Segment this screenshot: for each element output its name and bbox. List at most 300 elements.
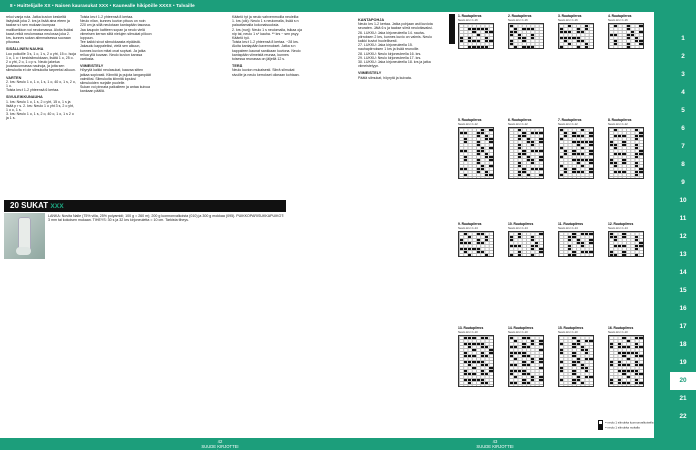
chart-cell-dark <box>472 46 475 48</box>
paragraph: 2. krs: Neulo 1 o, 1 o, 1 s, 1 o, 40 o, 1 s, 2 o, 1 o. <box>6 79 76 89</box>
chart-cell-dark <box>481 337 484 339</box>
knitting-chart <box>558 14 596 49</box>
section-tab[interactable]: 22 <box>679 413 687 420</box>
legend-swatch-dark <box>598 425 603 430</box>
chart-subtitle: Neulo krs:t 1-14 <box>558 226 578 230</box>
legend-label: = neulo 1 silmukka mokalla <box>605 425 640 430</box>
chart-cell-dark <box>510 355 513 357</box>
chart-cell-dark <box>527 337 530 339</box>
chart-cell-dark <box>518 135 521 137</box>
chart-cell-dark <box>464 337 467 339</box>
section-tab[interactable]: 3 <box>681 71 685 78</box>
chart-cell-dark <box>485 138 488 140</box>
chart-cell-dark <box>627 358 630 360</box>
paragraph: Neulo krs 1-2 kertaa. Jatka pohjaan asti kuviota seuraten. Jätä 6 s ja taakse siirrä neulottavaksi. <box>358 22 433 31</box>
chart-cell-dark <box>585 367 588 369</box>
chart-cell-dark <box>510 31 513 33</box>
chart-cell-dark <box>589 153 592 155</box>
chart-cell-dark <box>627 346 630 348</box>
chart-cell-dark <box>522 355 525 357</box>
chart-cell-dark <box>635 135 638 137</box>
chart-cell-dark <box>485 337 488 339</box>
chart-cell-dark <box>581 129 584 131</box>
chart-cell-dark <box>585 358 588 360</box>
chart-cell-dark <box>518 254 521 256</box>
chart-subtitle: Neulo krs:t 1-16 <box>458 18 478 22</box>
chart-cell-dark <box>514 370 517 372</box>
chart-cell-dark <box>468 355 471 357</box>
chart-cell-dark <box>635 37 638 39</box>
section-heading: KANTAPOHJA <box>358 18 385 22</box>
chart-cell-dark <box>622 236 625 238</box>
chart-cell-dark <box>464 138 467 140</box>
chart-cell-dark <box>489 156 492 158</box>
chart-cell-dark <box>472 40 475 42</box>
chart-cell-dark <box>568 248 571 250</box>
chart-title: 6. Ruutupiirros <box>508 118 532 122</box>
chart-cell-dark <box>510 34 513 36</box>
chart-cell-dark <box>560 129 563 131</box>
chart-title: 16. Ruutupiirros <box>608 326 634 330</box>
chart-cell-dark <box>581 153 584 155</box>
chart-cell-dark <box>560 147 563 149</box>
chart-cell-dark <box>639 31 642 33</box>
chart-cell-dark <box>485 31 488 33</box>
chart-cell-dark <box>577 239 580 241</box>
chart-cell-dark <box>539 168 542 170</box>
chart-grid <box>558 127 594 179</box>
chart-cell-dark <box>472 349 475 351</box>
paragraph: 26. LUKKU: Jaka kirjoneuleella 14. nauha-piirroksen 2 krs, kunnes kuvio on valmis. Neulo kaikki kuviot huolellisesti. <box>358 30 432 44</box>
chart-cell-dark <box>577 40 580 42</box>
chart-cell-dark <box>527 156 530 158</box>
chart-cell-dark <box>622 245 625 247</box>
chart-cell-dark <box>522 352 525 354</box>
chart-cell-dark <box>581 141 584 143</box>
chart-cell-dark <box>510 352 513 354</box>
section-tab[interactable]: 19 <box>679 359 687 366</box>
chart-cell-dark <box>531 28 534 30</box>
chart-cell-dark <box>627 25 630 27</box>
chart-cell-dark <box>577 343 580 345</box>
chart-cell-dark <box>627 34 630 36</box>
chart-cell-dark <box>564 153 567 155</box>
chart-cell-dark <box>577 361 580 363</box>
chart-cell-dark <box>481 370 484 372</box>
chart-cell-dark <box>514 376 517 378</box>
chart-cell-dark <box>477 153 480 155</box>
chart-cell-dark <box>610 364 613 366</box>
chart-title: 7. Ruutupiirros <box>558 118 582 122</box>
chart-cell-dark <box>481 382 484 384</box>
chart-cell-dark <box>622 355 625 357</box>
chart-cell-dark <box>527 46 530 48</box>
chart-cell-dark <box>618 382 621 384</box>
chart-cell-dark <box>481 46 484 48</box>
chart-subtitle: Neulo krs:t 1-14 <box>458 226 478 230</box>
knitting-chart <box>558 222 596 257</box>
chart-subtitle: Neulo krs:t 1-16 <box>608 18 628 22</box>
chart-cell-dark <box>464 132 467 134</box>
chart-cell-dark <box>577 135 580 137</box>
chart-cell-dark <box>618 153 621 155</box>
chart-cell-dark <box>535 242 538 244</box>
chart-cell-dark <box>531 144 534 146</box>
chart-cell-dark <box>564 132 567 134</box>
chart-cell-dark <box>510 346 513 348</box>
chart-cell-dark <box>589 242 592 244</box>
chart-cell-dark <box>560 352 563 354</box>
chart-cell-dark <box>614 147 617 149</box>
chart-cell-dark <box>531 162 534 164</box>
chart-cell-dark <box>489 141 492 143</box>
knitting-chart <box>458 326 496 387</box>
chart-cell-dark <box>635 156 638 158</box>
paragraph: Toista krs:t 1-2 yhteensä 6 kertaa. <box>6 88 60 93</box>
chart-cell-dark <box>539 156 542 158</box>
chart-cell-dark <box>481 355 484 357</box>
chart-cell-dark <box>522 361 525 363</box>
chart-cell-dark <box>581 346 584 348</box>
section-tab[interactable]: 1 <box>681 35 685 42</box>
chart-cell-dark <box>572 370 575 372</box>
chart-cell-dark <box>635 379 638 381</box>
text-column-3 <box>232 15 302 77</box>
chart-cell-dark <box>485 153 488 155</box>
chart-cell-dark <box>577 37 580 39</box>
chart-cell-dark <box>572 361 575 363</box>
chart-cell-dark <box>560 174 563 176</box>
chart-cell-dark <box>627 352 630 354</box>
chart-cell-dark <box>481 165 484 167</box>
chart-title: 1. Ruutupiirros <box>458 14 482 18</box>
chart-cell-dark <box>572 150 575 152</box>
section-heading: TERÄ <box>232 64 243 69</box>
chart-cell-dark <box>589 233 592 235</box>
chart-cell-dark <box>610 343 613 345</box>
chart-cell-dark <box>614 165 617 167</box>
section-heading: SISÄLLINEN NAUHA <box>6 47 44 52</box>
section-tab[interactable]: 15 <box>679 287 687 294</box>
chart-cell-dark <box>572 159 575 161</box>
chart-cell-dark <box>477 168 480 170</box>
chart-cell-dark <box>610 346 613 348</box>
chart-cell-dark <box>510 236 513 238</box>
section-heading: SIVULEIKKUNAUHA <box>6 95 43 100</box>
section-tab[interactable]: 13 <box>679 251 687 258</box>
chart-cell-dark <box>568 254 571 256</box>
chart-cell-dark <box>481 132 484 134</box>
paragraph: 1. krs: Neulo 1 o, 1 s, 2 o yht, 15 o, 1 s ja lisää p r s. 2. krs: Neulo 1 o yht 3 s, 2 o yht, 1 o o, 1 s. <box>6 99 75 113</box>
chart-cell-dark <box>572 373 575 375</box>
chart-cell-dark <box>464 352 467 354</box>
knitting-chart <box>508 326 546 387</box>
chart-cell-dark <box>618 343 621 345</box>
chart-subtitle: Neulo krs:t 1-10 <box>458 330 478 334</box>
chart-cell-dark <box>527 382 530 384</box>
chart-cell-dark <box>639 40 642 42</box>
chart-cell-dark <box>539 358 542 360</box>
chart-cell-dark <box>477 233 480 235</box>
chart-cell-dark <box>560 343 563 345</box>
chart-cell-dark <box>531 248 534 250</box>
chart-cell-dark <box>531 254 534 256</box>
chart-cell-dark <box>635 144 638 146</box>
chart-cell-dark <box>518 144 521 146</box>
chart-cell-dark <box>481 361 484 363</box>
chart-cell-dark <box>635 352 638 354</box>
chart-cell-dark <box>627 376 630 378</box>
section-tab[interactable]: 12 <box>679 233 687 240</box>
paragraph: 29. LUKKU: Neulo kirjoneuleella 17. krs. <box>358 55 422 60</box>
chart-cell-dark <box>589 159 592 161</box>
chart-cell-dark <box>618 245 621 247</box>
chart-cell-dark <box>477 239 480 241</box>
chart-cell-dark <box>577 358 580 360</box>
chart-cell-dark <box>618 135 621 137</box>
knitting-chart <box>458 118 496 179</box>
paragraph: Neulo kuvion mukaisesti. Siirrä silmukat sivuille ja neulo kerrokset oikeaan kohtaan. <box>232 68 300 77</box>
chart-cell-dark <box>568 245 571 247</box>
section-tab[interactable]: 20 <box>670 372 696 390</box>
chart-subtitle: Neulo krs:t 1-12 <box>508 122 528 126</box>
chart-cell-dark <box>527 364 530 366</box>
chart-grid <box>458 23 494 49</box>
chart-cell-dark <box>589 162 592 164</box>
chart-cell-dark <box>577 153 580 155</box>
chart-cell-dark <box>622 159 625 161</box>
chart-cell-dark <box>614 153 617 155</box>
chart-cell-dark <box>631 34 634 36</box>
chart-cell-dark <box>585 28 588 30</box>
section-tab[interactable]: 7 <box>681 143 685 150</box>
chart-cell-dark <box>485 37 488 39</box>
section-tab[interactable]: 16 <box>679 305 687 312</box>
section-tab[interactable]: 8 <box>681 161 685 168</box>
chart-cell-dark <box>522 46 525 48</box>
chart-cell-dark <box>527 159 530 161</box>
chart-cell-dark <box>572 355 575 357</box>
chart-cell-dark <box>560 367 563 369</box>
paragraph: 28. LUKKU: Neulo kirjoneuleella 16. krs. <box>358 51 422 56</box>
paragraph: Päätä silmukat, höyrytä ja kuivata. <box>358 75 412 80</box>
chart-cell-dark <box>539 251 542 253</box>
chart-cell-dark <box>518 153 521 155</box>
chart-cell-dark <box>460 40 463 42</box>
chart-cell-dark <box>481 242 484 244</box>
chart-cell-dark <box>481 168 484 170</box>
chart-cell-dark <box>560 370 563 372</box>
chart-cell-dark <box>522 337 525 339</box>
chart-subtitle: Neulo krs:t 1-10 <box>608 330 628 334</box>
chart-cell-dark <box>464 233 467 235</box>
chart-cell-dark <box>518 129 521 131</box>
section-tab[interactable]: 6 <box>681 125 685 132</box>
paragraph: Tee kaikki sivut silmukkaasta eipäästä. Jakaudu kappaleiksi, vielä sen alkuun, kunnes kuvion mitat ovat sopivat. Ja jatka reilua yllä kuvaan. Neulo kuvion kanssa vartiosta. <box>80 40 146 62</box>
chart-cell-dark <box>635 239 638 241</box>
right-page-number: 43 SUUDE KIRJOTTEI 11/2020 <box>476 439 514 454</box>
chart-title: 4. Ruutupiirros <box>608 14 632 18</box>
chart-cell-dark <box>510 25 513 27</box>
chart-cell-dark <box>635 162 638 164</box>
section-tab[interactable]: 2 <box>681 53 685 60</box>
chart-cell-dark <box>622 153 625 155</box>
chart-cell-dark <box>527 138 530 140</box>
chart-cell-dark <box>572 153 575 155</box>
section-tab[interactable]: 17 <box>679 323 687 330</box>
chart-cell-dark <box>581 171 584 173</box>
chart-cell-dark <box>477 242 480 244</box>
chart-cell-dark <box>518 370 521 372</box>
chart-cell-dark <box>618 370 621 372</box>
section-tab[interactable]: 11 <box>679 215 687 222</box>
chart-cell-dark <box>464 168 467 170</box>
chart-cell-dark <box>531 37 534 39</box>
chart-cell-dark <box>635 364 638 366</box>
chart-cell-dark <box>481 129 484 131</box>
chart-cell-dark <box>510 382 513 384</box>
chart-cell-dark <box>472 343 475 345</box>
chart-cell-dark <box>572 382 575 384</box>
sock-photo <box>4 213 45 259</box>
chart-cell-dark <box>539 132 542 134</box>
text-column-4 <box>358 15 436 80</box>
chart-cell-dark <box>477 34 480 36</box>
paragraph: Neulo nilan, kunnes kuvion pituus on noin 220 cm ja sillä neulotaan kantapään tasossa. Jaa kaupoin kaltteen sopan ja neulo vielä viimeisen kerran siltä nielujen silmukat piiloon loppuun. <box>80 19 152 41</box>
chart-cell-dark <box>464 242 467 244</box>
chart-cell-dark <box>522 379 525 381</box>
chart-cell-dark <box>514 28 517 30</box>
chart-cell-dark <box>610 141 613 143</box>
chart-cell-dark <box>614 40 617 42</box>
chart-cell-dark <box>627 364 630 366</box>
chart-cell-dark <box>489 349 492 351</box>
knitting-chart <box>508 222 546 257</box>
chart-cell-dark <box>631 370 634 372</box>
chart-grid <box>558 231 594 257</box>
chart-cell-dark <box>622 346 625 348</box>
chart-cell-dark <box>477 132 480 134</box>
chart-cell-dark <box>485 135 488 137</box>
chart-cell-dark <box>477 251 480 253</box>
chart-cell-dark <box>577 144 580 146</box>
chart-cell-dark <box>527 28 530 30</box>
chart-cell-dark <box>577 141 580 143</box>
chart-cell-dark <box>622 254 625 256</box>
chart-cell-dark <box>460 239 463 241</box>
chart-subtitle: Neulo krs:t 1-14 <box>608 226 628 230</box>
section-tab[interactable]: 9 <box>681 179 685 186</box>
section-tab[interactable]: 4 <box>681 89 685 96</box>
chart-cell-dark <box>560 28 563 30</box>
chart-cell-dark <box>585 352 588 354</box>
chart-cell-dark <box>518 37 521 39</box>
knitting-chart <box>558 326 596 387</box>
chart-cell-dark <box>477 171 480 173</box>
paragraph: rekoi vanja ruta. Jatka kuvion keskeltä lisäyksiä joka 2. krs ja lisää aina eteen ja taakse s:t sen mukaan kumpaa mallilueikkon voi neulomassa. Aloita lisäksi kaavi-reikä neulomassa neulossa joka 2. krs, kunnes sukan alimmaisessa suoraan pituussa. <box>6 15 74 45</box>
chart-cell-dark <box>485 254 488 256</box>
chart-cell-dark <box>572 254 575 256</box>
chart-cell-dark <box>572 346 575 348</box>
chart-cell-dark <box>518 34 521 36</box>
chart-cell-dark <box>468 337 471 339</box>
chart-cell-dark <box>518 138 521 140</box>
chart-cell-dark <box>539 367 542 369</box>
chart-cell-dark <box>472 367 475 369</box>
chart-grid <box>608 335 644 387</box>
chart-cell-dark <box>581 245 584 247</box>
paragraph: Toista krs:t 1-2 yhteensä 8 kertaa. ~28 krs. <box>232 40 299 45</box>
chart-cell-dark <box>518 233 521 235</box>
chart-cell-dark <box>468 40 471 42</box>
chart-cell-dark <box>472 337 475 339</box>
chart-cell-dark <box>510 43 513 45</box>
chart-cell-dark <box>585 46 588 48</box>
chart-cell-dark <box>639 337 642 339</box>
chart-cell-dark <box>489 129 492 131</box>
chart-grid <box>508 127 544 179</box>
section-tab[interactable]: 14 <box>679 269 687 276</box>
chart-cell-dark <box>468 361 471 363</box>
chart-cell-dark <box>560 46 563 48</box>
chart-cell-dark <box>464 159 467 161</box>
section-heading: VIIMEISTELY <box>358 71 382 76</box>
chart-cell-dark <box>464 150 467 152</box>
chart-subtitle: Neulo krs:t 1-12 <box>458 122 478 126</box>
chart-cell-dark <box>610 379 613 381</box>
chart-cell-dark <box>610 382 613 384</box>
chart-cell-dark <box>531 46 534 48</box>
chart-cell-dark <box>635 337 638 339</box>
chart-cell-dark <box>531 239 534 241</box>
chart-cell-dark <box>585 349 588 351</box>
chart-cell-dark <box>622 135 625 137</box>
chart-cell-dark <box>464 373 467 375</box>
chart-cell-dark <box>581 165 584 167</box>
chart-cell-dark <box>485 239 488 241</box>
chart-cell-dark <box>635 248 638 250</box>
chart-cell-dark <box>460 248 463 250</box>
chart-cell-dark <box>564 150 567 152</box>
chart-cell-dark <box>489 31 492 33</box>
chart-cell-dark <box>589 144 592 146</box>
chart-cell-dark <box>639 135 642 137</box>
chart-cell-dark <box>560 379 563 381</box>
section-tab[interactable]: 18 <box>679 341 687 348</box>
chart-cell-dark <box>635 147 638 149</box>
section-tab[interactable]: 5 <box>681 107 685 114</box>
chart-cell-dark <box>564 168 567 170</box>
chart-cell-dark <box>527 355 530 357</box>
chart-cell-dark <box>485 174 488 176</box>
chart-cell-dark <box>572 135 575 137</box>
chart-cell-dark <box>460 132 463 134</box>
chart-cell-dark <box>635 343 638 345</box>
header-bar <box>0 0 696 12</box>
chart-cell-dark <box>572 364 575 366</box>
knitting-chart <box>608 118 646 179</box>
chart-cell-dark <box>531 159 534 161</box>
section-tab[interactable]: 10 <box>679 197 687 204</box>
chart-cell-dark <box>581 233 584 235</box>
section-tab[interactable]: 21 <box>679 395 687 402</box>
chart-cell-dark <box>472 373 475 375</box>
chart-cell-dark <box>560 361 563 363</box>
chart-cell-dark <box>635 171 638 173</box>
chart-cell-dark <box>635 370 638 372</box>
chart-title: 10. Ruutupiirros <box>508 222 534 226</box>
chart-cell-dark <box>518 236 521 238</box>
